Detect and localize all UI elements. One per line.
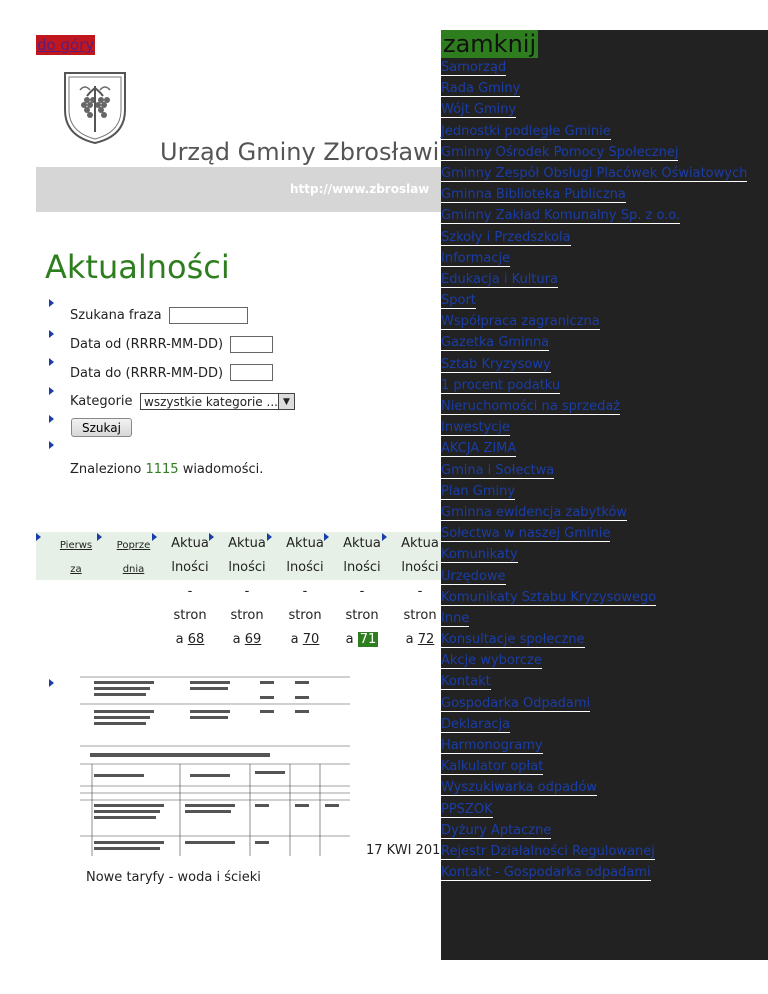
menu-link[interactable]: Gminny Zespół Obsługi Placówek Oświatowych [441,165,748,181]
menu-link[interactable]: Jednostki podległe Gminie [441,123,611,139]
menu-link[interactable]: Gminny Ośrodek Pomocy Społecznej [441,144,679,160]
search-button[interactable]: Szukaj [71,418,132,437]
date-from-label: Data od (RRRR-MM-DD) [70,337,224,352]
page-label: - [417,584,423,599]
bullet-icon [49,387,54,395]
menu-link[interactable]: Gmina i Sołectwa [441,462,555,478]
menu-item[interactable] [441,99,747,120]
menu-item[interactable] [441,841,747,862]
page-label: a [290,632,299,647]
back-to-top-link[interactable]: do góry [37,36,95,54]
site-url: http://www.zbroslaw [290,182,430,196]
results-number: 1115 [145,462,179,477]
menu-link[interactable]: Sołectwa w naszej Gminie [441,526,611,542]
page-label: stron [403,608,437,623]
menu-item[interactable] [441,438,747,459]
pagination-page[interactable] [397,532,443,652]
page-label: Aktua [228,536,266,551]
page-number-link[interactable]: 69 [244,632,262,647]
menu-item[interactable] [441,375,747,396]
menu-item[interactable] [441,417,747,438]
category-select-value: wszystkie kategorie ... [144,394,278,409]
menu-link[interactable]: Rada Gminy [441,81,521,97]
menu-link[interactable]: AKCJA ZIMA [441,441,517,457]
menu-link[interactable]: Samorząd [441,60,507,75]
page-label: stron [288,608,322,623]
menu-item[interactable] [441,502,747,523]
menu-link[interactable]: Wójt Gminy [441,102,517,118]
pagination-first-link[interactable]: Pierws [59,540,93,551]
menu-link[interactable]: Rejestr Działalności Regulowanej [441,843,655,859]
bullet-icon [49,415,54,423]
menu-link[interactable]: Sport [441,293,476,309]
news-date: 17 KWI 201 [366,843,441,858]
menu-link[interactable]: Nieruchomości na sprzedaż [441,399,621,414]
pagination-previous-link[interactable]: Poprze [116,540,151,551]
date-from-input[interactable] [230,336,273,353]
page-label: - [302,584,308,599]
page-title: Aktualności [45,248,230,286]
menu-item[interactable] [441,311,747,332]
menu-item[interactable] [441,354,747,375]
page-label: a [405,632,414,647]
menu-item[interactable] [441,57,747,78]
menu-link[interactable]: Wyszukiwarka odpadów [441,780,597,796]
category-label: Kategorie [70,394,133,409]
menu-item[interactable] [441,820,747,841]
menu-item[interactable] [441,777,747,798]
bullet-icon [49,358,54,366]
news-thumbnail[interactable] [80,676,360,856]
menu-item[interactable] [441,862,747,883]
menu-item[interactable] [441,248,747,269]
page-label: Aktua [171,536,209,551]
results-prefix: Znaleziono [70,462,142,477]
menu-item[interactable] [441,587,747,608]
menu-link[interactable]: Kontakt - Gospodarka odpadami [441,865,651,881]
page-label: stron [230,608,264,623]
menu-item[interactable] [441,121,747,142]
dropdown-arrow-icon[interactable]: ▼ [278,394,294,409]
menu-link[interactable]: Dyżury Aptaczne [441,822,552,838]
page-label: Aktua [286,536,324,551]
menu-item[interactable] [441,735,747,756]
phrase-label: Szukana fraza [70,308,162,323]
menu-link[interactable]: PPSZOK [441,801,493,817]
coat-of-arms-logo [60,70,130,146]
pagination-previous[interactable] [112,534,155,582]
bullet-icon [49,679,54,687]
menu-item[interactable] [441,227,747,248]
menu-link[interactable]: Sztab Kryzysowy [441,356,551,372]
results-count [70,462,263,477]
menu-link[interactable]: Kontakt [441,674,491,690]
site-title: Urząd Gminy Zbrosławi [160,138,440,166]
menu-link[interactable]: Gminna Biblioteka Publiczna [441,187,626,203]
page-number-link[interactable]: 70 [302,632,320,647]
menu-item[interactable] [441,290,747,311]
menu-link[interactable]: Komunikaty [441,547,518,563]
menu-item[interactable] [441,78,747,99]
page-label: lności [228,560,266,575]
pagination-first-link-2[interactable]: za [70,564,82,575]
bullet-icon [97,533,102,541]
menu-item[interactable] [441,142,747,163]
menu-item[interactable] [441,671,747,692]
menu-item[interactable] [441,693,747,714]
menu-link[interactable]: Kalkulator opłat [441,759,544,775]
menu-link[interactable]: Gminny Zakład Komunalny Sp. z o.o. [441,208,681,224]
pagination-first[interactable] [56,534,96,582]
menu-link[interactable]: Plan Gminy [441,483,516,499]
current-page-number: 71 [359,632,377,647]
pagination-page[interactable] [224,532,270,652]
page-label: a [345,632,354,647]
page-number-link[interactable]: 72 [417,632,435,647]
menu-item[interactable] [441,544,747,565]
page-label: - [244,584,250,599]
page-label: - [359,584,365,599]
sidebar-menu [441,57,747,883]
menu-link[interactable]: Komunikaty Sztabu Kryzysowego [441,589,657,605]
page-label: stron [173,608,207,623]
menu-item[interactable] [441,481,747,502]
menu-link[interactable]: Akcje wyborcze [441,653,542,669]
menu-item[interactable] [441,756,747,777]
menu-item[interactable] [441,184,747,205]
menu-link[interactable]: Informacje [441,250,511,266]
menu-item[interactable] [441,205,747,226]
pagination-previous-link-2[interactable]: dnia [122,564,145,575]
results-suffix: wiadomości. [182,462,264,477]
menu-item[interactable] [441,629,747,650]
page-label: stron [345,608,379,623]
menu-item[interactable] [441,460,747,481]
menu-link[interactable]: Gospodarka Odpadami [441,695,591,711]
page-number-link[interactable]: 68 [187,632,205,647]
menu-item[interactable] [441,163,747,184]
menu-link[interactable]: Edukacja i Kultura [441,271,558,287]
date-to-label: Data do (RRRR-MM-DD) [70,366,224,381]
date-to-input[interactable] [230,364,273,381]
menu-item[interactable] [441,608,747,629]
menu-item[interactable] [441,566,747,587]
category-select[interactable] [140,393,295,410]
bullet-icon [49,441,54,449]
bullet-icon [49,299,54,307]
news-title-link[interactable]: Nowe taryfy - woda i ścieki [86,870,261,885]
menu-item[interactable] [441,799,747,820]
bullet-icon [49,330,54,338]
menu-link[interactable]: Deklaracja [441,716,511,732]
menu-link[interactable]: 1 procent podatku [441,377,561,393]
bullet-icon [36,533,41,541]
menu-link[interactable]: Szkoły i Przedszkola [441,229,571,245]
page-label: Aktua [401,536,439,551]
page-label: lności [286,560,324,575]
page-label: lności [171,560,209,575]
menu-item[interactable] [441,714,747,735]
pagination-page[interactable] [167,532,213,652]
menu-link[interactable]: Inne [441,610,470,626]
page-label: a [175,632,184,647]
page-label: - [187,584,193,599]
menu-item[interactable] [441,523,747,544]
menu-link[interactable]: Gminna ewidencja zabytków [441,504,627,520]
phrase-input[interactable] [169,307,248,324]
pagination-page-current[interactable] [339,532,385,652]
menu-link[interactable]: Współpraca zagraniczna [441,314,600,330]
menu-item[interactable] [441,396,747,417]
menu-link[interactable]: Urzędowe [441,568,506,584]
menu-link[interactable]: Harmonogramy [441,738,543,753]
page-label: Aktua [343,536,381,551]
page-label: lności [401,560,439,575]
menu-item[interactable] [441,650,747,671]
menu-item[interactable] [441,332,747,353]
page-label: a [232,632,241,647]
menu-link[interactable]: Konsultacje społeczne [441,632,585,648]
close-menu-button[interactable]: zamknij [443,30,537,58]
page-label: lności [343,560,381,575]
menu-link[interactable]: Inwestycje [441,420,511,436]
menu-item[interactable] [441,269,747,290]
pagination-page[interactable] [282,532,328,652]
menu-link[interactable]: Gazetka Gminna [441,335,550,351]
